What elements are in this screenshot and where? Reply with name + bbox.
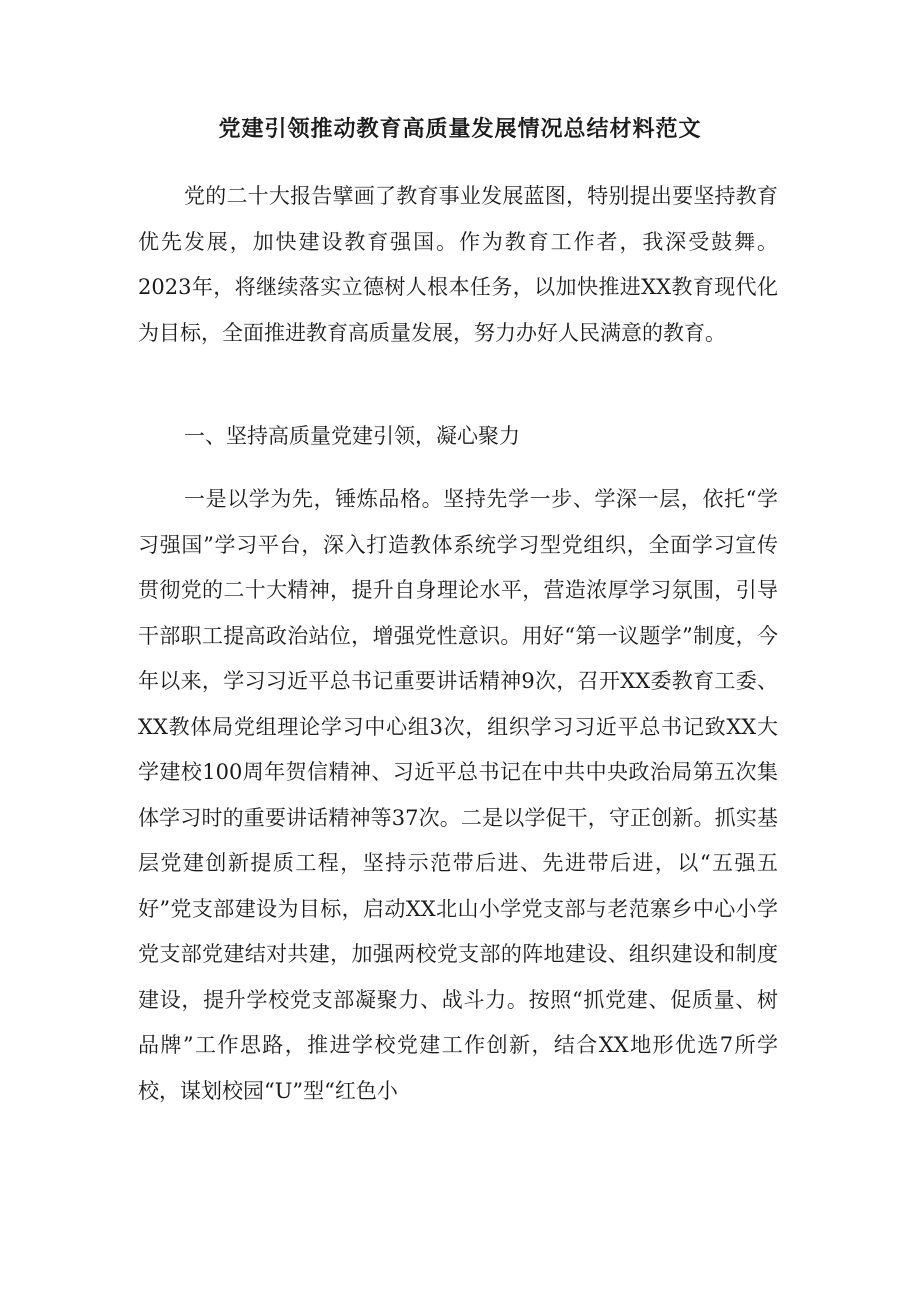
section-heading: 一、坚持高质量党建引领，凝心聚力 (184, 424, 520, 448)
body-paragraph: 一是以学为先，锤炼品格。坚持先学一步、学深一层，依托“学习强国”学习平台，深入打造教体系统学习型党组织，全面学习宣传贯彻党的二十大精神，提升自身理论水平，营造浓厚学习氛围，引导干部职工提高政治站位，增强党性意识。用好“第一议题学”制度，今年以来，学习习近平总书记重要讲话精神9次，召开XX委教育工委、XX教体局党组理论学习中心组3次，组织学习习近平总书记致XX大学建校100周年贺信精神、习近平总书记在中共中央政治局第五次集体学习时的重要讲话精神等37次。二是以学促干，守正创新。抓实基层党建创新提质工程，坚持示范带后进、先进带后进，以“五强五好”党支部建设为目标，启动XX北山小学党支部与老范寨乡中心小学党支部党建结对共建，加强两校党支部的阵地建设、组织建设和制度建设，提升学校党支部凝聚力、战斗力。按照“抓党建、促质量、树品牌”工作思路，推进学校党建工作创新，结合XX地形优选7所学校，谋划校园“U”型“红色小 (138, 487, 778, 1103)
intro-paragraph: 党的二十大报告擘画了教育事业发展蓝图，特别提出要坚持教育优先发展，加快建设教育强国。作为教育工作者，我深受鼓舞。2023年，将继续落实立德树人根本任务，以加快推进XX教育现代化为目标，全面推进教育高质量发展，努力办好人民满意的教育。 (138, 184, 778, 345)
document-title: 党建引领推动教育高质量发展情况总结材料范文 (218, 117, 702, 142)
